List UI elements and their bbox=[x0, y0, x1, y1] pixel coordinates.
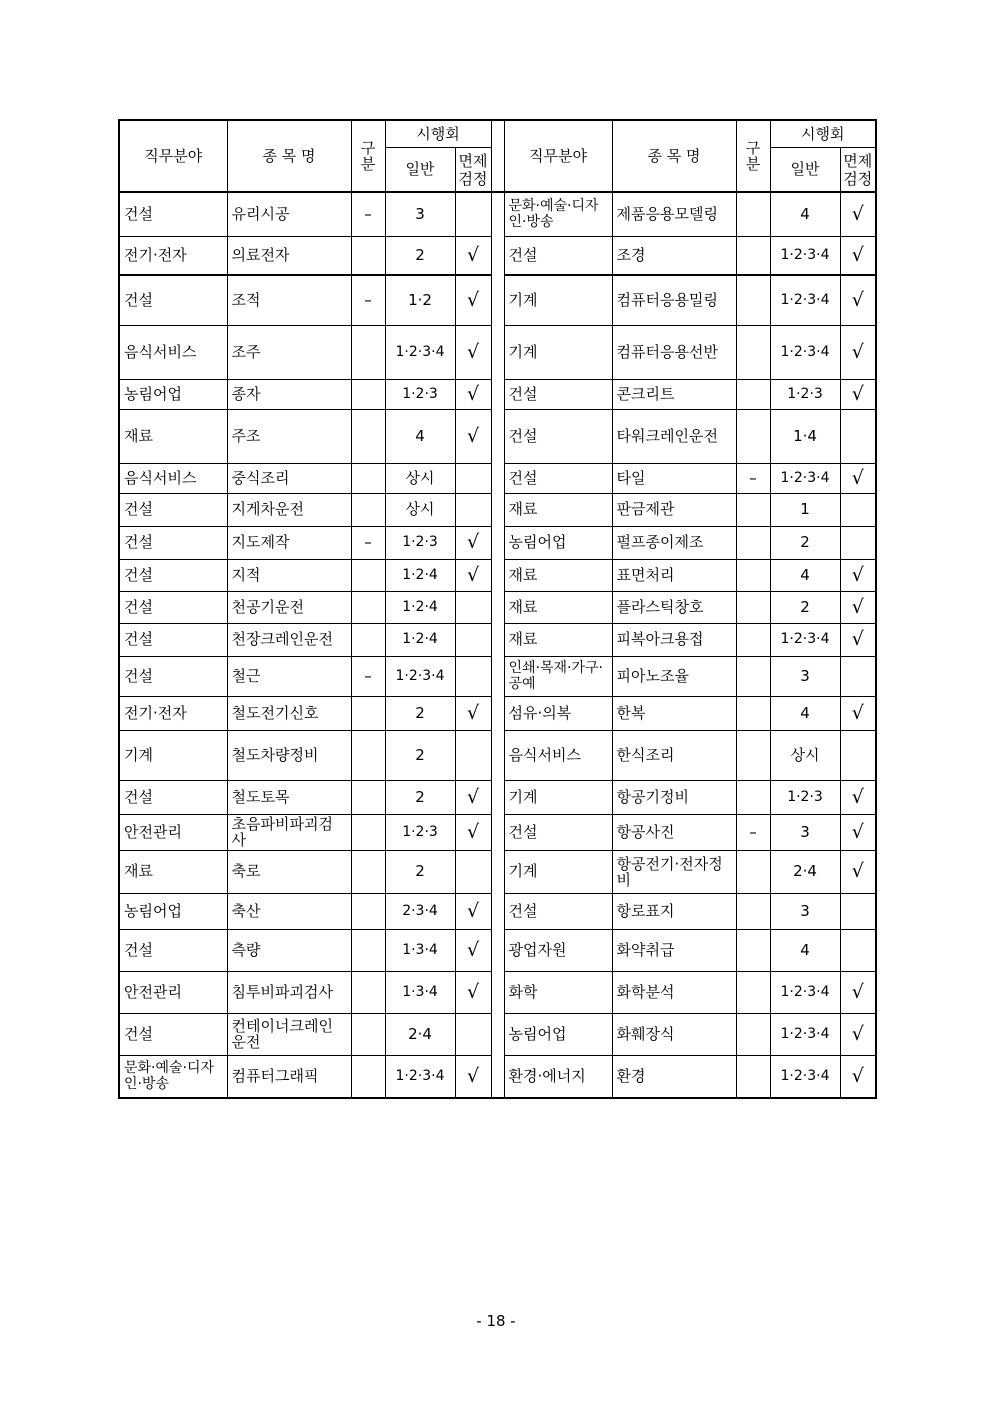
cell-field: 광업자원 bbox=[504, 929, 612, 971]
cell-general: 3 bbox=[770, 893, 840, 929]
cell-type bbox=[736, 275, 770, 325]
cell-field: 재료 bbox=[504, 591, 612, 623]
cell-type: – bbox=[351, 526, 385, 559]
cell-field: 음식서비스 bbox=[119, 325, 227, 379]
cell-name: 항공기정비 bbox=[612, 780, 736, 814]
cell-general: 4 bbox=[385, 409, 455, 463]
cell-field: 건설 bbox=[119, 780, 227, 814]
column-gap bbox=[491, 120, 504, 192]
cell-general: 1·4 bbox=[770, 409, 840, 463]
cell-type bbox=[351, 1013, 385, 1055]
cell-type bbox=[736, 379, 770, 409]
cell-exempt: √ bbox=[455, 814, 491, 850]
cell-general: 4 bbox=[770, 696, 840, 730]
cell-general: 2 bbox=[385, 730, 455, 780]
cell-type bbox=[736, 929, 770, 971]
cell-field: 건설 bbox=[119, 559, 227, 591]
cell-general: 1·2·3·4 bbox=[770, 623, 840, 656]
cell-general: 2 bbox=[385, 780, 455, 814]
cell-exempt bbox=[840, 656, 876, 696]
cell-field: 음식서비스 bbox=[119, 463, 227, 493]
cell-general: 2 bbox=[385, 696, 455, 730]
cell-general: 2 bbox=[385, 236, 455, 275]
cell-type bbox=[736, 1013, 770, 1055]
cell-general: 1·2·3·4 bbox=[770, 1013, 840, 1055]
cell-type bbox=[736, 559, 770, 591]
cell-exempt: √ bbox=[455, 409, 491, 463]
cell-type: – bbox=[351, 656, 385, 696]
cell-type bbox=[736, 971, 770, 1013]
cell-name: 철도전기신호 bbox=[227, 696, 351, 730]
cell-field: 음식서비스 bbox=[504, 730, 612, 780]
cell-general: 1·2·3·4 bbox=[770, 971, 840, 1013]
cell-field: 건설 bbox=[119, 493, 227, 526]
cell-exempt: √ bbox=[455, 696, 491, 730]
table-body bbox=[119, 192, 876, 1098]
cell-type bbox=[736, 730, 770, 780]
cell-field: 농림어업 bbox=[119, 893, 227, 929]
cell-field: 건설 bbox=[504, 236, 612, 275]
cell-name: 타워크레인운전 bbox=[612, 409, 736, 463]
header-general: 일반 bbox=[770, 148, 840, 193]
header-sessions: 시행회 bbox=[770, 120, 876, 148]
cell-name: 표면처리 bbox=[612, 559, 736, 591]
cell-type bbox=[736, 192, 770, 236]
cell-general: 2 bbox=[385, 850, 455, 893]
cell-field: 건설 bbox=[504, 893, 612, 929]
cell-general: 4 bbox=[770, 929, 840, 971]
cell-name: 천장크레인운전 bbox=[227, 623, 351, 656]
cell-general: 1·2·3·4 bbox=[770, 275, 840, 325]
cell-exempt bbox=[840, 929, 876, 971]
cell-field: 건설 bbox=[119, 623, 227, 656]
cell-name: 의료전자 bbox=[227, 236, 351, 275]
cell-type: – bbox=[351, 275, 385, 325]
cell-name: 지게차운전 bbox=[227, 493, 351, 526]
cell-general: 1·2·4 bbox=[385, 623, 455, 656]
header-exempt: 면제 검정 bbox=[840, 148, 876, 193]
cell-general: 1·2 bbox=[385, 275, 455, 325]
cell-type bbox=[736, 656, 770, 696]
cell-type bbox=[736, 493, 770, 526]
cell-type: – bbox=[351, 192, 385, 236]
cell-name: 조주 bbox=[227, 325, 351, 379]
cell-field: 기계 bbox=[119, 730, 227, 780]
cell-name: 축로 bbox=[227, 850, 351, 893]
cell-name: 주조 bbox=[227, 409, 351, 463]
cell-exempt bbox=[840, 493, 876, 526]
cell-exempt bbox=[840, 893, 876, 929]
cell-type bbox=[351, 696, 385, 730]
cell-general: 1 bbox=[770, 493, 840, 526]
cell-general: 2 bbox=[770, 526, 840, 559]
cell-general: 1·3·4 bbox=[385, 929, 455, 971]
cell-exempt bbox=[455, 623, 491, 656]
cell-type bbox=[736, 325, 770, 379]
cell-type bbox=[736, 893, 770, 929]
cell-general: 2·4 bbox=[770, 850, 840, 893]
table-row bbox=[119, 192, 876, 236]
cell-field: 전기·전자 bbox=[119, 236, 227, 275]
header-type: 구 분 bbox=[351, 120, 385, 192]
header-sessions: 시행회 bbox=[385, 120, 491, 148]
header-exempt: 면제 검정 bbox=[455, 148, 491, 193]
cell-field: 안전관리 bbox=[119, 971, 227, 1013]
cell-exempt: √ bbox=[455, 526, 491, 559]
cell-general: 1·2·3 bbox=[385, 526, 455, 559]
cell-general: 3 bbox=[770, 814, 840, 850]
cell-name: 컨테이너크레인운전 bbox=[227, 1013, 351, 1055]
cell-field: 건설 bbox=[504, 409, 612, 463]
cell-exempt: √ bbox=[840, 814, 876, 850]
cell-name: 화약취급 bbox=[612, 929, 736, 971]
cell-name: 컴퓨터응용선반 bbox=[612, 325, 736, 379]
header-field: 직무분야 bbox=[504, 120, 612, 192]
cell-type bbox=[351, 591, 385, 623]
cell-field: 재료 bbox=[504, 559, 612, 591]
cell-type: – bbox=[736, 814, 770, 850]
cell-general: 1·2·4 bbox=[385, 559, 455, 591]
cell-exempt: √ bbox=[840, 325, 876, 379]
cell-name: 항공전기·전자정비 bbox=[612, 850, 736, 893]
cell-name: 지적 bbox=[227, 559, 351, 591]
cell-name: 철도차량정비 bbox=[227, 730, 351, 780]
cell-exempt: √ bbox=[455, 325, 491, 379]
cell-general: 1·2·3·4 bbox=[770, 236, 840, 275]
cell-type bbox=[351, 493, 385, 526]
cell-name: 컴퓨터그래픽 bbox=[227, 1055, 351, 1098]
cell-field: 인쇄·목재·가구·공예 bbox=[504, 656, 612, 696]
cell-type bbox=[736, 409, 770, 463]
cell-name: 지도제작 bbox=[227, 526, 351, 559]
cell-exempt: √ bbox=[455, 236, 491, 275]
cell-general: 1·2·3·4 bbox=[385, 656, 455, 696]
cell-name: 피아노조율 bbox=[612, 656, 736, 696]
cell-field: 재료 bbox=[504, 623, 612, 656]
cell-name: 측량 bbox=[227, 929, 351, 971]
column-gap bbox=[491, 192, 504, 1098]
cell-exempt bbox=[455, 656, 491, 696]
cell-type: – bbox=[736, 463, 770, 493]
cell-type bbox=[736, 850, 770, 893]
cell-name: 유리시공 bbox=[227, 192, 351, 236]
header-type: 구 분 bbox=[736, 120, 770, 192]
cell-name: 철근 bbox=[227, 656, 351, 696]
cell-name: 한복 bbox=[612, 696, 736, 730]
cell-exempt: √ bbox=[455, 929, 491, 971]
cell-exempt: √ bbox=[840, 1013, 876, 1055]
cell-type bbox=[351, 971, 385, 1013]
cell-general: 4 bbox=[770, 192, 840, 236]
cell-field: 건설 bbox=[119, 656, 227, 696]
cell-general: 1·2·3·4 bbox=[385, 325, 455, 379]
cell-field: 건설 bbox=[119, 526, 227, 559]
cell-name: 철도토목 bbox=[227, 780, 351, 814]
cell-field: 농림어업 bbox=[119, 379, 227, 409]
cell-name: 항로표지 bbox=[612, 893, 736, 929]
cell-field: 건설 bbox=[504, 463, 612, 493]
cell-field: 기계 bbox=[504, 275, 612, 325]
cell-field: 건설 bbox=[504, 814, 612, 850]
cell-exempt: √ bbox=[455, 275, 491, 325]
cell-field: 건설 bbox=[119, 192, 227, 236]
cell-exempt: √ bbox=[840, 850, 876, 893]
cell-field: 건설 bbox=[119, 275, 227, 325]
cell-type bbox=[351, 559, 385, 591]
cell-name: 조경 bbox=[612, 236, 736, 275]
cell-exempt: √ bbox=[455, 559, 491, 591]
cell-exempt bbox=[840, 526, 876, 559]
cell-general: 1·2·3 bbox=[385, 814, 455, 850]
cell-field: 재료 bbox=[119, 409, 227, 463]
cell-type bbox=[351, 409, 385, 463]
cell-exempt bbox=[455, 1013, 491, 1055]
cell-type bbox=[736, 591, 770, 623]
cell-name: 판금제관 bbox=[612, 493, 736, 526]
cell-exempt bbox=[455, 850, 491, 893]
cell-general: 4 bbox=[770, 559, 840, 591]
cell-type bbox=[351, 325, 385, 379]
header-general: 일반 bbox=[385, 148, 455, 193]
cell-type bbox=[736, 1055, 770, 1098]
cell-general: 1·2·4 bbox=[385, 591, 455, 623]
header-field: 직무분야 bbox=[119, 120, 227, 192]
cell-general: 상시 bbox=[385, 493, 455, 526]
cell-general: 1·2·3 bbox=[770, 780, 840, 814]
cell-field: 문화·예술·디자인·방송 bbox=[119, 1055, 227, 1098]
cell-type bbox=[736, 696, 770, 730]
cell-name: 침투비파괴검사 bbox=[227, 971, 351, 1013]
cell-field: 건설 bbox=[119, 591, 227, 623]
cell-exempt: √ bbox=[840, 463, 876, 493]
cell-name: 한식조리 bbox=[612, 730, 736, 780]
cell-exempt: √ bbox=[840, 971, 876, 1013]
cell-general: 상시 bbox=[385, 463, 455, 493]
cell-exempt bbox=[840, 730, 876, 780]
cell-field: 섬유·의복 bbox=[504, 696, 612, 730]
cell-type bbox=[351, 623, 385, 656]
cell-exempt: √ bbox=[840, 1055, 876, 1098]
cell-field: 환경·에너지 bbox=[504, 1055, 612, 1098]
cell-name: 천공기운전 bbox=[227, 591, 351, 623]
cell-exempt: √ bbox=[840, 623, 876, 656]
cell-field: 기계 bbox=[504, 325, 612, 379]
cell-name: 화훼장식 bbox=[612, 1013, 736, 1055]
cell-exempt: √ bbox=[840, 591, 876, 623]
cell-name: 초음파비파괴검사 bbox=[227, 814, 351, 850]
cell-field: 건설 bbox=[119, 929, 227, 971]
cell-field: 전기·전자 bbox=[119, 696, 227, 730]
cell-general: 3 bbox=[385, 192, 455, 236]
cell-name: 제품응용모델링 bbox=[612, 192, 736, 236]
cell-name: 플라스틱창호 bbox=[612, 591, 736, 623]
cell-exempt bbox=[455, 463, 491, 493]
cell-name: 축산 bbox=[227, 893, 351, 929]
cell-general: 2·4 bbox=[385, 1013, 455, 1055]
cell-field: 문화·예술·디자인·방송 bbox=[504, 192, 612, 236]
qualification-table bbox=[118, 119, 877, 1099]
header-name: 종 목 명 bbox=[612, 120, 736, 192]
page-number: - 18 - bbox=[476, 1312, 516, 1330]
cell-general: 1·3·4 bbox=[385, 971, 455, 1013]
cell-exempt: √ bbox=[455, 1055, 491, 1098]
cell-name: 타일 bbox=[612, 463, 736, 493]
cell-type bbox=[351, 379, 385, 409]
cell-field: 기계 bbox=[504, 780, 612, 814]
cell-name: 종자 bbox=[227, 379, 351, 409]
cell-field: 재료 bbox=[119, 850, 227, 893]
cell-general: 2·3·4 bbox=[385, 893, 455, 929]
cell-field: 건설 bbox=[119, 1013, 227, 1055]
cell-exempt: √ bbox=[455, 893, 491, 929]
cell-type bbox=[351, 893, 385, 929]
cell-exempt: √ bbox=[840, 192, 876, 236]
cell-field: 재료 bbox=[504, 493, 612, 526]
cell-field: 안전관리 bbox=[119, 814, 227, 850]
cell-name: 피복아크용접 bbox=[612, 623, 736, 656]
cell-field: 농림어업 bbox=[504, 526, 612, 559]
cell-type bbox=[736, 236, 770, 275]
cell-exempt bbox=[455, 493, 491, 526]
exam-schedule-table bbox=[118, 119, 877, 1099]
cell-general: 3 bbox=[770, 656, 840, 696]
cell-name: 컴퓨터응용밀링 bbox=[612, 275, 736, 325]
cell-type bbox=[351, 814, 385, 850]
cell-exempt: √ bbox=[840, 236, 876, 275]
cell-field: 화학 bbox=[504, 971, 612, 1013]
cell-exempt: √ bbox=[455, 379, 491, 409]
cell-type bbox=[736, 526, 770, 559]
header-name: 종 목 명 bbox=[227, 120, 351, 192]
cell-exempt bbox=[840, 409, 876, 463]
cell-name: 중식조리 bbox=[227, 463, 351, 493]
cell-general: 1·2·3 bbox=[770, 379, 840, 409]
cell-type bbox=[736, 623, 770, 656]
cell-name: 환경 bbox=[612, 1055, 736, 1098]
cell-type bbox=[351, 463, 385, 493]
cell-type bbox=[351, 1055, 385, 1098]
cell-type bbox=[351, 236, 385, 275]
cell-exempt: √ bbox=[455, 971, 491, 1013]
cell-type bbox=[351, 850, 385, 893]
cell-general: 1·2·3·4 bbox=[770, 463, 840, 493]
cell-type bbox=[736, 780, 770, 814]
cell-field: 농림어업 bbox=[504, 1013, 612, 1055]
cell-general: 1·2·3·4 bbox=[385, 1055, 455, 1098]
cell-general: 1·2·3·4 bbox=[770, 1055, 840, 1098]
cell-general: 상시 bbox=[770, 730, 840, 780]
cell-field: 기계 bbox=[504, 850, 612, 893]
cell-exempt: √ bbox=[840, 275, 876, 325]
cell-name: 항공사진 bbox=[612, 814, 736, 850]
cell-exempt bbox=[455, 730, 491, 780]
cell-name: 펄프종이제조 bbox=[612, 526, 736, 559]
cell-exempt: √ bbox=[840, 559, 876, 591]
cell-general: 1·2·3·4 bbox=[770, 325, 840, 379]
cell-type bbox=[351, 929, 385, 971]
cell-exempt bbox=[455, 192, 491, 236]
cell-exempt: √ bbox=[840, 696, 876, 730]
cell-general: 1·2·3 bbox=[385, 379, 455, 409]
cell-general: 2 bbox=[770, 591, 840, 623]
cell-exempt: √ bbox=[840, 379, 876, 409]
cell-exempt: √ bbox=[840, 780, 876, 814]
cell-type bbox=[351, 780, 385, 814]
cell-name: 조적 bbox=[227, 275, 351, 325]
cell-name: 화학분석 bbox=[612, 971, 736, 1013]
cell-field: 건설 bbox=[504, 379, 612, 409]
cell-exempt bbox=[455, 591, 491, 623]
cell-name: 콘크리트 bbox=[612, 379, 736, 409]
cell-type bbox=[351, 730, 385, 780]
cell-exempt: √ bbox=[455, 780, 491, 814]
